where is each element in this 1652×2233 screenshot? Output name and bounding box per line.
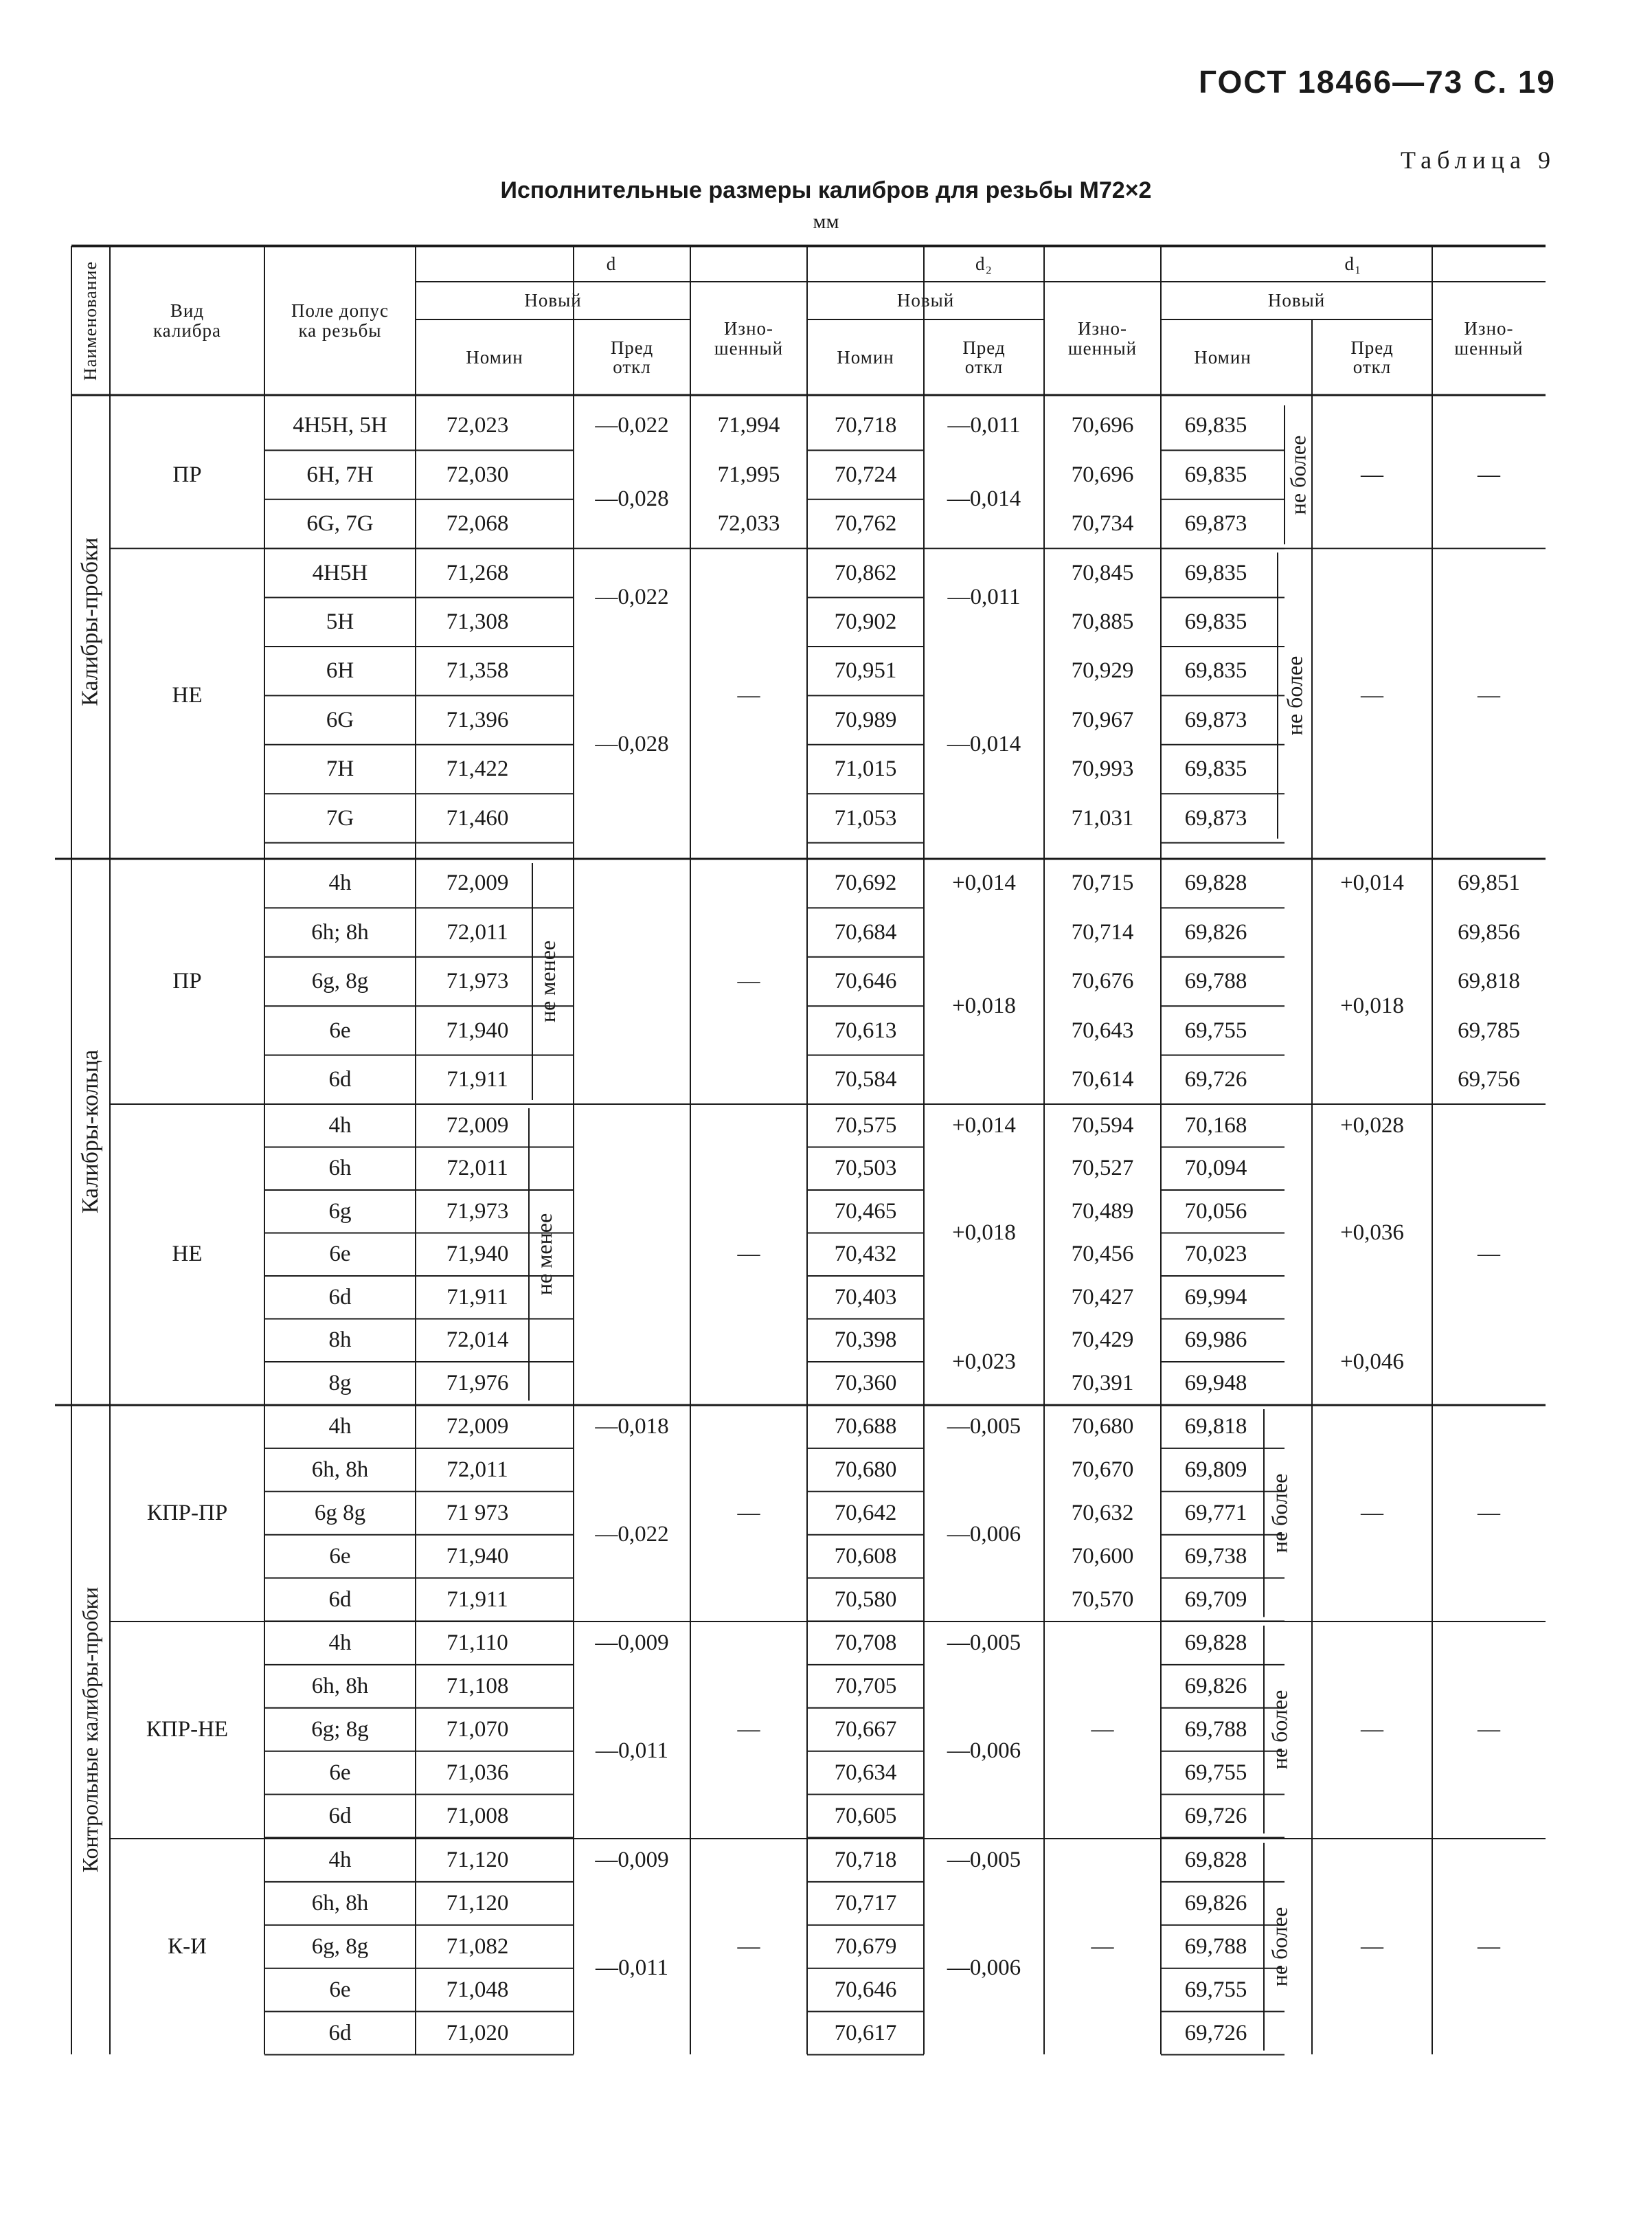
d2-nominal-cell: 70,688 — [834, 1414, 897, 1439]
tolerance-field-cell: 6e — [329, 1242, 351, 1267]
d2-worn-cell: 70,676 — [1071, 969, 1134, 994]
d1-nominal-cell: 69,755 — [1184, 1977, 1247, 2002]
d-nominal-cell: 72,011 — [446, 1156, 508, 1181]
d2-nominal-cell: 70,642 — [834, 1500, 897, 1525]
d2Dev-merged-cell: +0,018 — [952, 993, 1016, 1018]
tolerance-field-cell: 6g; 8g — [311, 1716, 369, 1742]
d2Dev-merged-cell: +0,023 — [952, 1349, 1016, 1374]
d1-nominal-cell: 69,826 — [1184, 1891, 1247, 1916]
d1-worn-cell: 69,856 — [1458, 919, 1520, 945]
d2-worn-cell: 70,391 — [1071, 1370, 1134, 1395]
tolerance-field-cell: 4H5H, 5H — [293, 413, 387, 438]
header-nom-d2: Номин — [837, 346, 894, 368]
table-title: Исполнительные размеры калибров для резьбы М72×2 — [500, 177, 1152, 203]
tolerance-field-cell: 6g — [328, 1198, 352, 1224]
dWorn-merged-cell: — — [737, 1242, 760, 1267]
tolerance-field-cell: 8g — [328, 1370, 352, 1395]
d2-worn-cell: 71,031 — [1071, 805, 1134, 831]
d1Dev-merged-cell: +0,046 — [1340, 1349, 1404, 1374]
tolerance-field-cell: 7G — [326, 805, 354, 831]
d2-nominal-cell: 70,679 — [834, 1933, 897, 1959]
d1Dev-merged-cell: — — [1361, 1933, 1383, 1959]
tolerance-field-cell: 6h, 8h — [311, 1674, 369, 1699]
tolerance-field-cell: 4h — [328, 871, 352, 896]
d-nominal-cell: 71,940 — [446, 1018, 509, 1043]
d2-worn-cell: 70,696 — [1071, 462, 1134, 487]
d1-nominal-cell: 70,168 — [1184, 1112, 1247, 1138]
d2-worn-cell: 70,456 — [1071, 1242, 1134, 1267]
d-nominal-cell: 71,082 — [446, 1933, 509, 1959]
d-nominal-cell: 71,940 — [446, 1242, 509, 1267]
d2Dev-merged-cell: —0,011 — [947, 413, 1021, 438]
d2-nominal-cell: 70,432 — [834, 1242, 897, 1267]
tolerance-field-cell: 6g 8g — [314, 1500, 366, 1525]
kind-merged-cell: ПР — [172, 462, 202, 487]
d2-nominal-cell: 70,718 — [834, 1848, 897, 1873]
d-nominal-cell: 71,940 — [446, 1543, 509, 1569]
d1-nominal-cell: 69,755 — [1184, 1760, 1247, 1785]
tolerance-field-cell: 6H — [326, 658, 354, 684]
kind-merged-cell: НЕ — [172, 683, 203, 708]
d2Dev-merged-cell: —0,014 — [947, 732, 1021, 757]
group-label-control-plugs-text: Контрольные калибры-пробки — [78, 1587, 103, 1873]
limit-note-text: не более — [1267, 1473, 1291, 1553]
d1-nominal-cell: 70,094 — [1184, 1156, 1247, 1181]
kind-merged-cell: НЕ — [172, 1242, 203, 1267]
tolerance-field-cell: 6h; 8h — [311, 919, 369, 945]
header-d: d — [606, 253, 617, 274]
tolerance-field-cell: 6e — [329, 1018, 351, 1043]
d2-nominal-cell: 70,684 — [834, 919, 897, 945]
dWorn-merged-cell: — — [737, 1500, 760, 1525]
d-nominal-cell: 71,268 — [446, 560, 509, 585]
header-dev-d: Пред откл — [610, 337, 654, 377]
d1-nominal-cell: 70,056 — [1184, 1198, 1247, 1224]
d2-worn-cell: 70,429 — [1071, 1327, 1134, 1353]
d2-worn-cell: 70,714 — [1071, 919, 1134, 945]
d1-nominal-cell: 70,023 — [1184, 1242, 1247, 1267]
d-nominal-cell: 71 973 — [446, 1500, 509, 1525]
limit-note — [1264, 1405, 1295, 1622]
d2-nominal-cell: 70,360 — [834, 1370, 897, 1395]
tolerance-field-cell: 6g, 8g — [311, 1933, 369, 1959]
tolerance-field-cell: 4h — [328, 1848, 352, 1873]
group-label-plugs — [71, 401, 110, 843]
group-label-plugs-text: Калибры-пробки — [78, 537, 103, 707]
d2-nominal-cell: 70,989 — [834, 707, 897, 732]
d2Dev-merged-cell: +0,014 — [952, 871, 1016, 896]
d1-nominal-cell: 69,726 — [1184, 2020, 1247, 2045]
limit-note — [1264, 1622, 1295, 1838]
d1-worn-cell: 69,851 — [1458, 871, 1520, 896]
d-nominal-cell: 72,030 — [446, 462, 509, 487]
d1-nominal-cell: 69,788 — [1184, 969, 1247, 994]
tolerance-field-cell: 6d — [328, 2020, 352, 2045]
d1Dev-merged-cell: — — [1361, 1716, 1383, 1742]
d-nominal-cell: 71,976 — [446, 1370, 509, 1395]
dWorn-merged-cell: — — [737, 1933, 760, 1959]
d1-nominal-cell: 69,835 — [1184, 413, 1247, 438]
d2-nominal-cell: 70,692 — [834, 871, 897, 896]
dWorn-merged-cell: — — [737, 969, 760, 994]
d-nominal-cell: 71,020 — [446, 2020, 509, 2045]
d2Dev-merged-cell: —0,014 — [947, 486, 1021, 512]
dDev-merged-cell: —0,022 — [595, 1522, 669, 1547]
tolerance-field-cell: 6g, 8g — [311, 969, 369, 994]
d2-worn-cell: 70,967 — [1071, 707, 1134, 732]
limit-note-text: не менее — [532, 1213, 556, 1296]
dDev-merged-cell: —0,028 — [595, 732, 669, 757]
d2-nominal-cell: 70,605 — [834, 1803, 897, 1828]
d2-worn-cell: 70,993 — [1071, 756, 1134, 782]
dDev-merged-cell: —0,009 — [595, 1630, 669, 1656]
d-nominal-cell: 71,120 — [446, 1891, 509, 1916]
d1-nominal-cell: 69,771 — [1184, 1500, 1247, 1525]
d2-nominal-cell: 70,575 — [834, 1112, 897, 1138]
d2-worn-cell: 70,715 — [1071, 871, 1134, 896]
d1Worn-merged-cell: — — [1478, 1500, 1500, 1525]
d2-nominal-cell: 70,862 — [834, 560, 897, 585]
d-nominal-cell: 71,308 — [446, 609, 509, 634]
d2-worn-cell: 70,600 — [1071, 1543, 1134, 1569]
tolerance-field-cell: 6G, 7G — [306, 511, 374, 537]
d-nominal-cell: 71,911 — [446, 1066, 508, 1092]
kind-merged-cell: К-И — [168, 1933, 207, 1959]
tolerance-field-cell: 6h — [328, 1156, 352, 1181]
limit-note-text: не более — [1282, 655, 1307, 736]
d2Dev-merged-cell: —0,005 — [947, 1848, 1021, 1873]
d1Worn-merged-cell: — — [1478, 1716, 1500, 1742]
d-nominal-cell: 72,009 — [446, 1414, 509, 1439]
limit-note — [1264, 1839, 1295, 2055]
d2-worn-cell: 70,845 — [1071, 560, 1134, 585]
d-nominal-cell: 71,048 — [446, 1977, 509, 2002]
tolerance-field-cell: 6h, 8h — [311, 1891, 369, 1916]
dDev-merged-cell: —0,009 — [595, 1848, 669, 1873]
d2-nominal-cell: 70,724 — [834, 462, 897, 487]
limit-note — [532, 859, 563, 1104]
d-nominal-cell: 71,396 — [446, 707, 509, 732]
d1Worn-merged-cell: — — [1478, 1242, 1500, 1267]
d2-nominal-cell: 70,403 — [834, 1284, 897, 1310]
d-nominal-cell: 71,036 — [446, 1760, 509, 1785]
d2-worn-cell: 70,632 — [1071, 1500, 1134, 1525]
d1Dev-merged-cell: — — [1361, 462, 1383, 487]
dDev-merged-cell: —0,011 — [595, 1955, 669, 1981]
d2-nominal-cell: 70,705 — [834, 1674, 897, 1699]
d2-nominal-cell: 70,608 — [834, 1543, 897, 1569]
d-nominal-cell: 71,460 — [446, 805, 509, 831]
d2-worn-cell: 70,594 — [1071, 1112, 1134, 1138]
d2-worn-cell: 70,929 — [1071, 658, 1134, 684]
tolerance-field-cell: 6d — [328, 1803, 352, 1828]
d1-nominal-cell: 69,726 — [1184, 1803, 1247, 1828]
d1Dev-merged-cell: +0,036 — [1340, 1220, 1404, 1246]
document-header: ГОСТ 18466—73 С. 19 — [1198, 64, 1556, 100]
table-number: Таблица 9 — [1401, 146, 1556, 174]
d1-nominal-cell: 69,826 — [1184, 1674, 1247, 1699]
d2Dev-merged-cell: +0,014 — [952, 1112, 1016, 1138]
d1Dev-merged-cell: +0,028 — [1340, 1112, 1404, 1138]
header-worn-d2: Изно- шенный — [1067, 318, 1138, 359]
tolerance-field-cell: 6e — [329, 1760, 351, 1785]
d2-nominal-cell: 70,646 — [834, 969, 897, 994]
group-label-rings-text: Калибры-кольца — [78, 1050, 104, 1214]
d-nominal-cell: 71,911 — [446, 1586, 508, 1612]
d2-nominal-cell: 70,667 — [834, 1716, 897, 1742]
d-nominal-cell: 71,973 — [446, 1198, 509, 1224]
d-nominal-cell: 71,110 — [446, 1630, 508, 1656]
d1-nominal-cell: 69,828 — [1184, 1848, 1247, 1873]
d2-worn-cell: 70,489 — [1071, 1198, 1134, 1224]
d2-nominal-cell: 70,584 — [834, 1066, 897, 1092]
d2-nominal-cell: 70,708 — [834, 1630, 897, 1656]
table-units: мм — [813, 210, 839, 233]
dWorn-merged-cell: — — [737, 1716, 760, 1742]
dDev-merged-cell: —0,028 — [595, 486, 669, 512]
d2-worn-cell: 70,680 — [1071, 1414, 1134, 1439]
d2-worn-cell: 70,570 — [1071, 1586, 1134, 1612]
d1-nominal-cell: 69,726 — [1184, 1066, 1247, 1092]
d-worn-cell: 72,033 — [717, 511, 780, 537]
d2-nominal-cell: 70,680 — [834, 1457, 897, 1483]
tolerance-field-cell: 4h — [328, 1630, 352, 1656]
d2Worn-merged-cell: — — [1091, 1716, 1114, 1742]
d2-nominal-cell: 70,951 — [834, 658, 897, 684]
header-dev-d1: Пред откл — [1350, 337, 1394, 377]
kind-merged-cell: ПР — [172, 969, 202, 994]
tolerance-field-cell: 4H5H — [312, 560, 368, 585]
d2-nominal-cell: 70,646 — [834, 1977, 897, 2002]
d-nominal-cell: 71,422 — [446, 756, 509, 782]
d-nominal-cell: 72,068 — [446, 511, 509, 537]
d2-nominal-cell: 70,580 — [834, 1586, 897, 1612]
d2-worn-cell: 70,427 — [1071, 1284, 1134, 1310]
header-d1: d₁ — [1344, 253, 1362, 274]
limit-note — [1285, 401, 1312, 548]
tolerance-field-cell: 6d — [328, 1284, 352, 1310]
tolerance-field-cell: 7H — [326, 756, 354, 782]
dDev-merged-cell: —0,018 — [595, 1414, 669, 1439]
d2-worn-cell: 70,614 — [1071, 1066, 1134, 1092]
d1-nominal-cell: 69,755 — [1184, 1018, 1247, 1043]
d-nominal-cell: 71,973 — [446, 969, 509, 994]
limit-note — [529, 1104, 560, 1405]
d1-nominal-cell: 69,835 — [1184, 658, 1247, 684]
d1Dev-merged-cell: +0,014 — [1340, 871, 1404, 896]
d1-nominal-cell: 69,788 — [1184, 1933, 1247, 1959]
header-dev-d2: Пред откл — [962, 337, 1006, 377]
header-new-d2: Новый — [896, 290, 955, 311]
d-nominal-cell: 72,023 — [446, 413, 509, 438]
d-worn-cell: 71,995 — [717, 462, 780, 487]
d1-nominal-cell: 69,835 — [1184, 560, 1247, 585]
d1Worn-merged-cell: — — [1478, 683, 1500, 708]
d2Dev-merged-cell: +0,018 — [952, 1220, 1016, 1246]
d1-nominal-cell: 69,948 — [1184, 1370, 1247, 1395]
d2-nominal-cell: 70,398 — [834, 1327, 897, 1353]
d2-nominal-cell: 70,762 — [834, 511, 897, 537]
limit-note-text: не более — [1267, 1690, 1291, 1770]
tolerance-field-cell: 6d — [328, 1586, 352, 1612]
d2Dev-merged-cell: —0,006 — [947, 1955, 1021, 1981]
d1-nominal-cell: 69,828 — [1184, 871, 1247, 896]
d1-nominal-cell: 69,809 — [1184, 1457, 1247, 1483]
d2Dev-merged-cell: —0,011 — [947, 585, 1021, 610]
d-nominal-cell: 71,911 — [446, 1284, 508, 1310]
d1Worn-merged-cell: — — [1478, 462, 1500, 487]
d1-nominal-cell: 69,826 — [1184, 919, 1247, 945]
d-nominal-cell: 71,120 — [446, 1848, 509, 1873]
d2-nominal-cell: 70,902 — [834, 609, 897, 634]
header-new-d1: Новый — [1267, 290, 1326, 311]
tolerance-field-cell: 6d — [328, 1066, 352, 1092]
header-kind: Вид калибра — [152, 300, 222, 341]
header-new-d: Новый — [524, 290, 582, 311]
d2Dev-merged-cell: —0,005 — [947, 1414, 1021, 1439]
d2Dev-merged-cell: —0,006 — [947, 1522, 1021, 1547]
d1-worn-cell: 69,756 — [1458, 1066, 1520, 1092]
tolerance-field-cell: 5H — [326, 609, 354, 634]
d1-nominal-cell: 69,828 — [1184, 1630, 1247, 1656]
header-nom-d1: Номин — [1194, 346, 1252, 368]
header-d2: d₂ — [975, 253, 993, 274]
header-worn-d1: Изно- шенный — [1454, 318, 1524, 359]
d2-nominal-cell: 70,634 — [834, 1760, 897, 1785]
d-nominal-cell: 71,070 — [446, 1716, 509, 1742]
d2-nominal-cell: 71,015 — [834, 756, 897, 782]
d-nominal-cell: 72,009 — [446, 1112, 509, 1138]
d1-nominal-cell: 69,788 — [1184, 1716, 1247, 1742]
header-nom-d: Номин — [466, 346, 523, 368]
d2-worn-cell: 70,670 — [1071, 1457, 1134, 1483]
group-label-rings — [71, 859, 110, 1405]
group-label-control-plugs — [71, 1405, 110, 2055]
tolerance-field-cell: 6e — [329, 1977, 351, 2002]
d2Dev-merged-cell: —0,006 — [947, 1738, 1021, 1764]
d2-worn-cell: 70,734 — [1071, 511, 1134, 537]
limit-note — [1278, 548, 1312, 842]
d1Dev-merged-cell: — — [1361, 683, 1383, 708]
d2-nominal-cell: 71,053 — [834, 805, 897, 831]
tolerance-field-cell: 6G — [326, 707, 354, 732]
dDev-merged-cell: —0,022 — [595, 413, 669, 438]
tolerance-field-cell: 6e — [329, 1543, 351, 1569]
d1-worn-cell: 69,818 — [1458, 969, 1520, 994]
tolerance-field-cell: 8h — [328, 1327, 352, 1353]
d2Dev-merged-cell: —0,005 — [947, 1630, 1021, 1656]
dDev-merged-cell: —0,022 — [595, 585, 669, 610]
limit-note-text: не более — [1285, 435, 1311, 515]
d-nominal-cell: 72,009 — [446, 871, 509, 896]
header-worn-d: Изно- шенный — [714, 318, 784, 359]
d-nominal-cell: 72,011 — [446, 919, 508, 945]
limit-note-text: не более — [1267, 1907, 1291, 1987]
d-nominal-cell: 71,358 — [446, 658, 509, 684]
d-worn-cell: 71,994 — [717, 413, 780, 438]
d2-nominal-cell: 70,503 — [834, 1156, 897, 1181]
d-nominal-cell: 71,108 — [446, 1674, 509, 1699]
d2-worn-cell: 70,696 — [1071, 413, 1134, 438]
kind-merged-cell: КПР-ПР — [146, 1500, 228, 1525]
d1-nominal-cell: 69,835 — [1184, 609, 1247, 634]
kind-merged-cell: КПР-НЕ — [146, 1716, 229, 1742]
d-nominal-cell: 71,008 — [446, 1803, 509, 1828]
d2-nominal-cell: 70,717 — [834, 1891, 897, 1916]
dDev-merged-cell: —0,011 — [595, 1738, 669, 1764]
dWorn-merged-cell: — — [737, 683, 760, 708]
d-nominal-cell: 72,011 — [446, 1457, 508, 1483]
d1-nominal-cell: 69,835 — [1184, 756, 1247, 782]
d2-nominal-cell: 70,617 — [834, 2020, 897, 2045]
d1-nominal-cell: 69,873 — [1184, 707, 1247, 732]
d2-worn-cell: 70,885 — [1071, 609, 1134, 634]
header-field: Поле допус ка резьбы — [291, 300, 389, 341]
tolerance-field-cell: 4h — [328, 1112, 352, 1138]
d1-nominal-cell: 69,873 — [1184, 511, 1247, 537]
d2-nominal-cell: 70,613 — [834, 1018, 897, 1043]
d2Worn-merged-cell: — — [1091, 1933, 1114, 1959]
d1-nominal-cell: 69,818 — [1184, 1414, 1247, 1439]
d1Worn-merged-cell: — — [1478, 1933, 1500, 1959]
d2-nominal-cell: 70,718 — [834, 413, 897, 438]
limit-note-text: не менее — [535, 940, 560, 1023]
d1-nominal-cell: 69,709 — [1184, 1586, 1247, 1612]
d2-nominal-cell: 70,465 — [834, 1198, 897, 1224]
d-nominal-cell: 72,014 — [446, 1327, 509, 1353]
d1-nominal-cell: 69,994 — [1184, 1284, 1247, 1310]
d1-nominal-cell: 69,738 — [1184, 1543, 1247, 1569]
tolerance-field-cell: 6h, 8h — [311, 1457, 369, 1483]
d2-worn-cell: 70,527 — [1071, 1156, 1134, 1181]
tolerance-field-cell: 4h — [328, 1414, 352, 1439]
d1-nominal-cell: 69,873 — [1184, 805, 1247, 831]
d1Dev-merged-cell: — — [1361, 1500, 1383, 1525]
header-name — [71, 246, 110, 395]
d1Dev-merged-cell: +0,018 — [1340, 993, 1404, 1018]
d2-worn-cell: 70,643 — [1071, 1018, 1134, 1043]
d1-nominal-cell: 69,986 — [1184, 1327, 1247, 1353]
tolerance-field-cell: 6H, 7H — [306, 462, 374, 487]
d1-nominal-cell: 69,835 — [1184, 462, 1247, 487]
header-name-text: Наименование — [80, 260, 101, 381]
d1-worn-cell: 69,785 — [1458, 1018, 1520, 1043]
